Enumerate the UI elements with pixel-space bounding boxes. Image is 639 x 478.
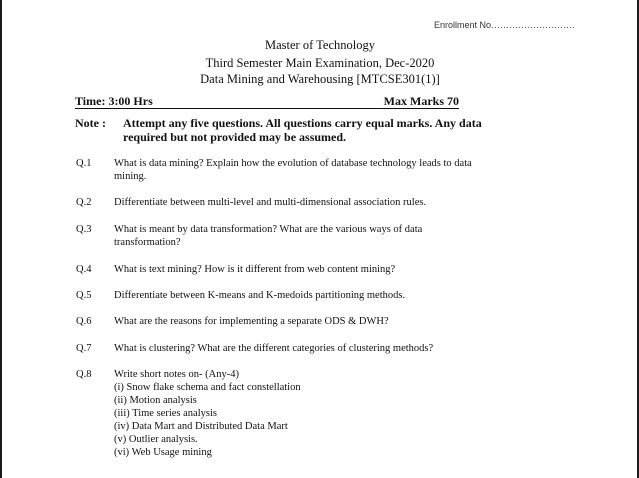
question-text [114, 368, 484, 459]
subject-title: Data Mining and Warehousing [MTCSE301(1)] [200, 72, 440, 86]
question-number: Q.8 [76, 369, 92, 380]
short-note-item: (iv) Data Mart and Distributed Data Mart [114, 421, 288, 432]
short-note-item: (iii) Time series analysis [114, 408, 217, 419]
left-border [0, 0, 2, 478]
question-number: Q.7 [76, 343, 92, 354]
question-intro: Write short notes on- (Any-4) [114, 369, 239, 380]
question-number: Q.1 [76, 158, 92, 169]
question-text: What is text mining? How is it different from web content mining? [114, 264, 396, 275]
degree-title: Master of Technology [265, 38, 375, 52]
question-text: What is meant by data transformation? What are the various ways of data transformation? [114, 224, 423, 248]
question-text: What is data mining? Explain how the evolution of database technology leads to data mining. [114, 158, 472, 182]
question-text: What is clustering? What are the different categories of clustering methods? [114, 343, 434, 354]
question-text: Differentiate between multi-level and multi-dimensional association rules. [114, 197, 427, 208]
note-text: Attempt any five questions. All questions carry equal marks. Any data required but not provided may be assumed. [123, 116, 482, 144]
question-number: Q.5 [76, 290, 92, 301]
max-marks-label: Max Marks 70 [383, 94, 459, 108]
note-label: Note : [75, 116, 106, 130]
question-number: Q.3 [76, 224, 92, 235]
short-note-item: (ii) Motion analysis [114, 395, 197, 406]
question-number: Q.2 [76, 197, 92, 208]
question-number: Q.6 [76, 316, 92, 327]
short-note-item: (v) Outlier analysis. [114, 434, 198, 445]
question-text: What are the reasons for implementing a separate ODS & DWH? [114, 316, 389, 327]
time-marks-bar [75, 94, 459, 109]
enrollment-number-field: Enrollment No………………………. [434, 20, 575, 30]
question-text: Differentiate between K-means and K-medoids partitioning methods. [114, 290, 406, 301]
exam-title: Third Semester Main Examination, Dec-2020 [205, 56, 435, 70]
short-note-item: (i) Snow flake schema and fact constellation [114, 382, 301, 393]
time-label: Time: 3:00 Hrs [75, 94, 153, 108]
short-note-item: (vi) Web Usage mining [114, 447, 212, 458]
question-number: Q.4 [76, 264, 92, 275]
